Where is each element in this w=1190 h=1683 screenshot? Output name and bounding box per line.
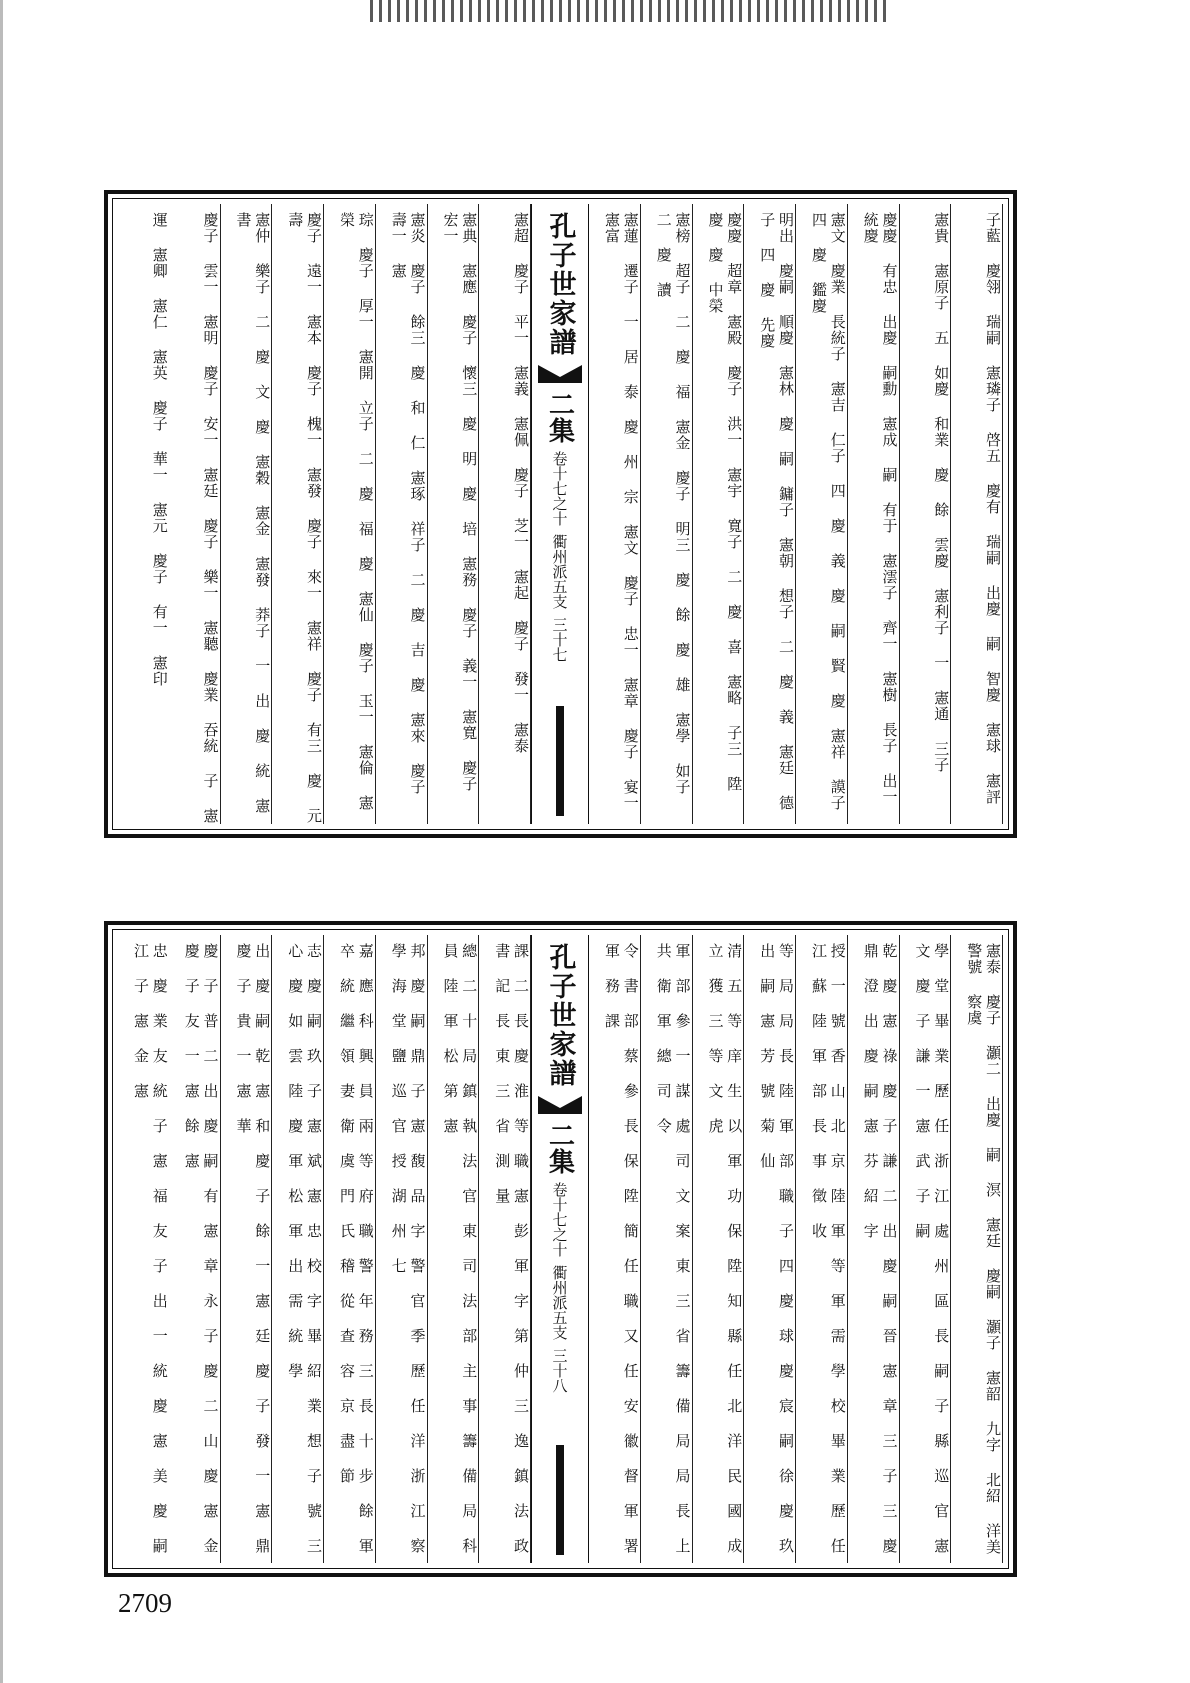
scan-edge <box>0 0 3 1683</box>
text-column: 運 憲卿 憲仁 憲英 慶子 華一 憲元 慶子 有一 憲印 <box>150 212 169 687</box>
fishtail-ornament-icon <box>536 363 584 385</box>
fishtail-ornament-icon <box>536 1094 584 1116</box>
volume-label: 二集 <box>544 1122 575 1174</box>
text-column: 邦 慶 嗣 鼎 子 憲 馥 品 字 警 官 季 歷 任 洋 浙 江 察 學 海 堂 鹽 巡 官 授 湖 州 七 <box>376 935 428 1563</box>
text-column: 子藍 慶翎 瑞嗣 憲璘子 啓五 慶有 瑞嗣 出慶 嗣 智慶 憲球 憲評 <box>951 204 1003 824</box>
text-column: 憲貴 憲原子 五 如慶 和業 慶 餘 雲慶 憲利子 一 憲通 三子 <box>900 204 952 824</box>
page-columns <box>118 935 1003 1563</box>
text-column: 憲仲 樂子 二 慶 文 慶 憲穀 憲金 憲發 莽子 一 出 慶 統 憲書 <box>221 204 273 824</box>
text-column: 明出 慶嗣 順慶 憲林 慶 嗣 鏞子 憲朝 想子 二 慶 義 憲廷 德子 四 慶 先慶 <box>744 204 796 824</box>
text-column: 等 局 局 長 陸 軍 部 職 子 四 慶 球 慶 宸 嗣 徐 慶 玖 出 嗣 憲 芳 號 菊 仙 <box>744 935 796 1563</box>
leaf-number: 三十七 <box>550 617 569 662</box>
text-column: 憲蓮 遷子 一 居 泰 慶 州 宗 憲文 慶子 忠一 憲章 慶子 宴一 憲富 <box>589 204 641 824</box>
text-column: 授 一 號 香 山 北 京 陸 軍 等 軍 需 學 校 畢 業 歷 任 江 蘇 陸 軍 部 長 事 徵 收 <box>796 935 848 1563</box>
text-column: 琮 慶子 厚一 憲開 立子 二 慶 福 慶 憲仙 慶子 玉一 憲倫 憲榮 <box>324 204 376 824</box>
center-spine <box>531 204 589 824</box>
page-columns <box>118 204 1003 824</box>
text-column: 憲榜 超子 二 慶 福 憲金 慶子 明三 慶 餘 慶 雄 憲學 如子 二 慶 讀 <box>641 204 693 824</box>
text-column: 嘉 應 科 興 員 兩 等 府 職 警 年 務 三 長 十 步 餘 軍 卒 統 繼 領 妻 衛 虞 門 氏 稽 從 查 容 京 盡 節 <box>324 935 376 1563</box>
text-column: 慶 子 普 二 出 慶 嗣 有 憲 章 永 子 慶 二 山 慶 憲 金 慶 子 友 一 憲 餘 憲 <box>169 935 221 1563</box>
leaf-number: 三十八 <box>550 1348 569 1393</box>
text-column: 軍 部 參 一 謀 處 司 文 案 東 三 省 籌 備 局 局 長 上 共 衛 軍 總 司 令 <box>641 935 693 1563</box>
text-column: 總 二 十 局 鎮 執 法 官 東 司 法 部 主 事 籌 備 局 科 員 陸 軍 松 第 憲 <box>428 935 480 1563</box>
book-title: 孔子世家譜 <box>544 212 576 357</box>
text-column: 慶子 雲一 憲明 慶子 安一 憲廷 慶子 樂一 憲聽 慶業 吞統 子 憲 <box>169 204 221 824</box>
genealogy-page-bottom <box>104 921 1017 1577</box>
text-column: 慶慶 有忠 出慶 嗣勳 憲成 嗣 有于 憲澐子 齊一 憲樹 長子 出一 統慶 <box>848 204 900 824</box>
text-column: 憲炎 慶子 餘三 慶 和 仁 憲琢 祥子 二 慶 吉 慶 憲來 慶子 壽一 憲 <box>376 204 428 824</box>
page-number: 2709 <box>118 1588 172 1618</box>
text-column: 志 慶 嗣 玖 子 憲 斌 憲 忠 校 字 畢 紹 業 想 子 號 三 心 慶 如 雲 陸 慶 軍 松 軍 出 需 統 學 <box>272 935 324 1563</box>
bleed-through-text <box>370 0 890 22</box>
spine-rule <box>556 1445 564 1555</box>
text-column: 清 五 等 庠 生 以 軍 功 保 陞 知 縣 任 北 洋 民 國 成 立 獲 三 等 文 虎 <box>693 935 745 1563</box>
chapter-label: 卷十七之十 <box>550 451 569 526</box>
text-column: 學 堂 畢 業 歷 任 浙 江 處 州 區 長 嗣 子 縣 巡 官 憲 文 慶 子 謙 一 憲 武 子 嗣 <box>900 935 952 1563</box>
branch-label: 衢州派五支 <box>550 1265 569 1340</box>
chapter-label: 卷十七之十 <box>550 1182 569 1257</box>
text-column: 憲典 憲應 慶子 懷三 慶 明 慶 培 憲務 慶子 義一 憲寬 慶子 宏一 <box>428 204 480 824</box>
text-column: 慶慶 超章 憲殿 慶子 洪一 憲宇 寬子 二 慶 喜 憲略 子三 陞 慶 慶 中榮 <box>693 204 745 824</box>
text-column: 憲文 慶業 長統子 憲吉 仁子 四 慶 義 慶 嗣 賢 慶 憲祥 謨子 四 慶 鑑慶 <box>796 204 848 824</box>
spine-rule <box>556 706 564 816</box>
center-spine <box>531 935 589 1563</box>
text-column: 課 二 長 慶 淮 等 職 憲 彭 軍 字 第 仲 三 逸 鎮 法 政 書 記 長 東 三 省 測 量 <box>479 935 531 1563</box>
branch-label: 衢州派五支 <box>550 534 569 609</box>
text-column: 令 書 部 蔡 參 長 保 陞 簡 任 職 又 任 安 徽 督 軍 署 軍 務 課 <box>589 935 641 1563</box>
book-title: 孔子世家譜 <box>544 943 576 1088</box>
volume-label: 二集 <box>544 391 575 443</box>
text-column: 乾 慶 憲 祿 慶 子 謙 二 出 慶 嗣 晉 憲 章 三 子 三 慶 鼎 澄 出 慶 嗣 憲 芬 紹 字 <box>848 935 900 1563</box>
text-column: 慶子 遠一 憲本 慶子 槐一 憲發 慶子 來一 憲祥 慶子 有三 慶 元 壽 <box>272 204 324 824</box>
text-column: 憲超 慶子 平一 憲義 憲佩 慶子 芝一 憲起 慶子 發一 憲泰 <box>479 204 531 824</box>
text-column: 忠 慶 業 友 統 子 憲 福 友 子 出 一 統 慶 憲 美 慶 嗣 江 子 憲 金 憲 <box>132 943 169 1554</box>
genealogy-page-top <box>104 190 1017 838</box>
text-column: 憲泰 慶子 灝二 出慶 嗣 溟 憲廷 慶嗣 灝子 憲韶 九字 北紹 洋美 警號 察虞 <box>951 935 1003 1563</box>
text-column: 出 慶 嗣 乾 憲 和 慶 子 餘 一 憲 廷 慶 子 發 一 憲 鼎 慶 子 貴 一 憲 華 <box>221 935 273 1563</box>
